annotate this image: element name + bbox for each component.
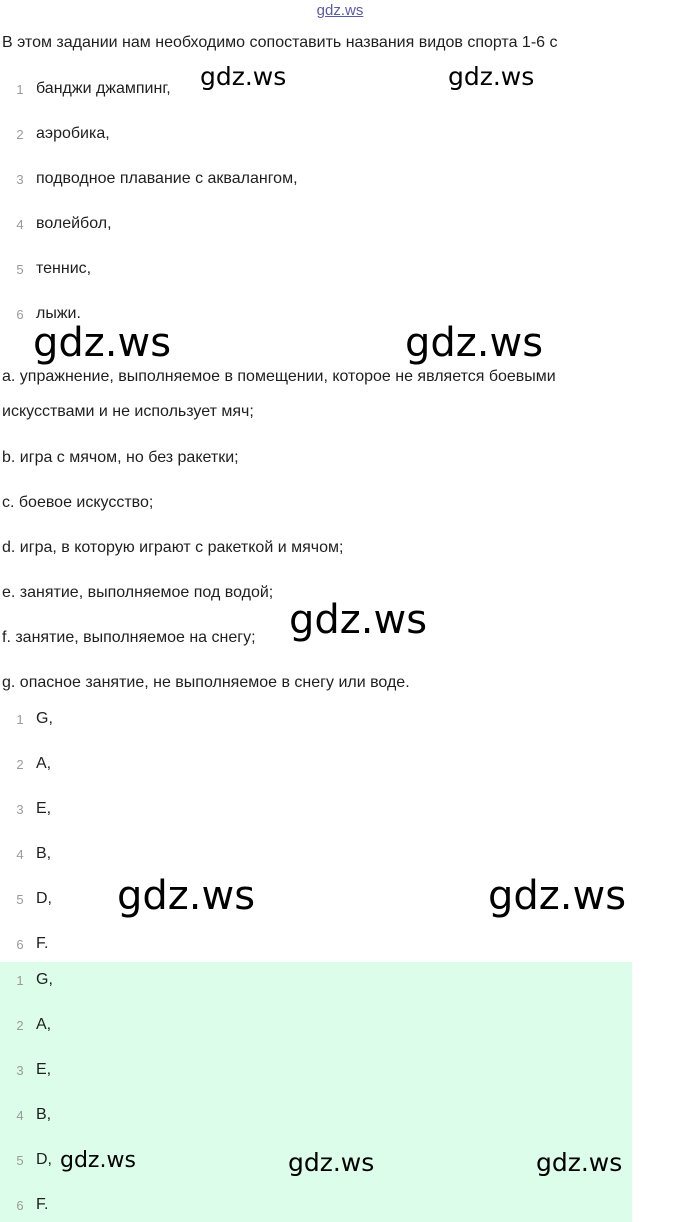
sport-label: подводное плавание с аквалангом, [36,170,298,187]
list-number: 2 [16,127,24,142]
answer-label: D, [36,1151,52,1168]
sport-label: аэробика, [36,125,110,142]
watermark: gdz.ws [488,873,627,919]
watermark: gdz.ws [200,62,287,91]
list-number: 3 [16,1063,24,1078]
list-number: 1 [16,973,24,988]
list-number: 3 [16,172,24,187]
answer-label: B, [36,1106,52,1123]
answer-label: A, [36,755,52,772]
sport-label: лыжи. [36,305,81,322]
list-number: 6 [16,1198,24,1213]
list-number: 4 [16,217,24,232]
answer-label: B, [36,845,52,862]
watermark: gdz.ws [60,1148,136,1173]
answer-label: E, [36,800,52,817]
sport-label: банджи джампинг, [36,80,171,97]
definition-d: d. игра, в которую играют с ракеткой и мячом; [2,539,344,556]
watermark: gdz.ws [448,62,535,91]
watermark: gdz.ws [536,1148,623,1177]
list-number: 2 [16,1018,24,1033]
list-number: 2 [16,757,24,772]
list-number: 1 [16,82,24,97]
answer-label: E, [36,1061,52,1078]
definition-e: e. занятие, выполняемое под водой; [2,584,274,601]
list-number: 5 [16,892,24,907]
final-answer-panel [0,962,632,1222]
definition-a-line2: искусствами и не использует мяч; [2,403,254,420]
answer-label: F. [36,935,49,952]
answer-label: G, [36,971,53,988]
list-number: 5 [16,262,24,277]
watermark: gdz.ws [289,597,428,643]
sport-label: теннис, [36,260,92,277]
list-number: 4 [16,847,24,862]
definition-f: f. занятие, выполняемое на снегу; [2,629,256,646]
list-number: 4 [16,1108,24,1123]
definition-g: g. опасное занятие, не выполняемое в снегу или воде. [2,674,410,691]
list-number: 6 [16,307,24,322]
watermark: gdz.ws [405,320,544,366]
list-number: 1 [16,712,24,727]
watermark: gdz.ws [117,873,256,919]
definition-c: c. боевое искусство; [2,494,154,511]
watermark: gdz.ws [33,320,172,366]
list-number: 6 [16,937,24,952]
answer-label: F. [36,1196,49,1213]
list-number: 3 [16,802,24,817]
definition-b: b. игра с мячом, но без ракетки; [2,449,239,466]
answer-label: G, [36,710,53,727]
answer-label: D, [36,890,52,907]
intro-text: В этом задании нам необходимо сопоставить названия видов спорта 1-6 с [2,34,558,51]
list-number: 5 [16,1153,24,1168]
watermark: gdz.ws [288,1148,375,1177]
answer-label: A, [36,1016,52,1033]
definition-a-line1: a. упражнение, выполняемое в помещении, которое не является боевыми [2,368,556,385]
sport-label: волейбол, [36,215,112,232]
header-site-link[interactable]: gdz.ws [316,2,364,19]
